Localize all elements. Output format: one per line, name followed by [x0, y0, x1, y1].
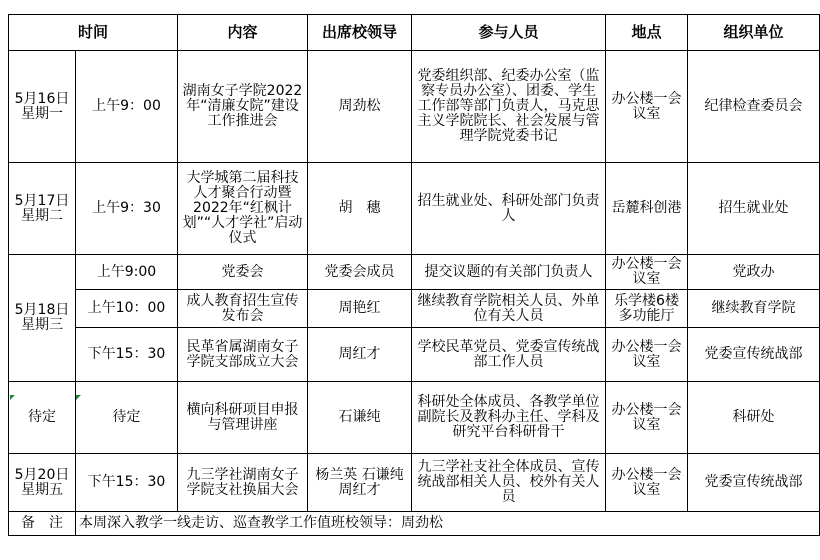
location-cell: 办公楼一会议室 [606, 51, 688, 163]
header-location: 地点 [606, 15, 688, 51]
leader-cell: 党委会成员 [308, 255, 412, 290]
date-cell: 5月20日 星期五 [9, 454, 76, 512]
organizer-cell: 继续教育学院 [688, 290, 820, 328]
location-cell: 办公楼一会议室 [606, 454, 688, 512]
table-row [9, 255, 820, 290]
time-cell: 待定 [76, 382, 178, 454]
note-row [9, 512, 820, 536]
time-cell: 下午15：30 [76, 328, 178, 382]
participants-cell: 党委组织部、纪委办公室（监察专员办公室）、团委、学生工作部等部门负责人，马克思主义学院院长、社会发展与管理学院党委书记 [412, 51, 606, 163]
date-cell: 5月16日 星期一 [9, 51, 76, 163]
participants-cell: 学校民革党员、党委宣传统战部工作人员 [412, 328, 606, 382]
content-cell: 成人教育招生宣传发布会 [178, 290, 308, 328]
note-text: 本周深入教学一线走访、巡查教学工作值班校领导：周劲松 [76, 512, 820, 536]
leader-cell: 周劲松 [308, 51, 412, 163]
leader-cell: 周艳红 [308, 290, 412, 328]
participants-cell: 九三学社支社全体成员、宣传统战部相关人员、校外有关人员 [412, 454, 606, 512]
cell-comment-marker-icon [76, 395, 81, 400]
content-cell: 党委会 [178, 255, 308, 290]
date-cell: 5月18日 星期三 [9, 255, 76, 382]
organizer-cell: 科研处 [688, 382, 820, 454]
table-row [9, 290, 820, 328]
organizer-cell: 党委宣传统战部 [688, 454, 820, 512]
location-cell: 岳麓科创港 [606, 163, 688, 255]
location-cell: 办公楼一会议室 [606, 328, 688, 382]
location-cell: 办公楼一会议室 [606, 382, 688, 454]
header-row [9, 15, 820, 51]
leader-cell: 石谦纯 [308, 382, 412, 454]
time-cell: 上午9：30 [76, 163, 178, 255]
leader-cell: 胡 穗 [308, 163, 412, 255]
participants-cell: 继续教育学院相关人员、外单位有关人员 [412, 290, 606, 328]
participants-cell: 招生就业处、科研处部门负责人 [412, 163, 606, 255]
organizer-cell: 党政办 [688, 255, 820, 290]
table-row [9, 51, 820, 163]
time-cell: 上午10：00 [76, 290, 178, 328]
date-cell: 待定 [9, 382, 76, 454]
time-cell: 上午9：00 [76, 51, 178, 163]
weekly-schedule-table [8, 14, 820, 536]
table-row [9, 328, 820, 382]
time-cell: 上午9:00 [76, 255, 178, 290]
table-row [9, 382, 820, 454]
header-content: 内容 [178, 15, 308, 51]
time-cell: 下午15：30 [76, 454, 178, 512]
location-cell: 乐学楼6楼多功能厅 [606, 290, 688, 328]
cell-comment-marker-icon [10, 395, 15, 400]
header-time: 时间 [9, 15, 178, 51]
organizer-cell: 纪律检查委员会 [688, 51, 820, 163]
content-cell: 横向科研项目申报与管理讲座 [178, 382, 308, 454]
content-cell: 九三学社湖南女子学院支社换届大会 [178, 454, 308, 512]
note-label: 备 注 [9, 512, 76, 536]
content-cell: 民革省属湖南女子学院支部成立大会 [178, 328, 308, 382]
organizer-cell: 招生就业处 [688, 163, 820, 255]
participants-cell: 提交议题的有关部门负责人 [412, 255, 606, 290]
table-row [9, 454, 820, 512]
header-participants: 参与人员 [412, 15, 606, 51]
participants-cell: 科研处全体成员、各教学单位副院长及教科办主任、学科及研究平台科研骨干 [412, 382, 606, 454]
leader-cell: 周红才 [308, 328, 412, 382]
header-leader: 出席校领导 [308, 15, 412, 51]
content-cell: 大学城第二届科技人才聚合行动暨2022年“红枫计划”“人才学社”启动仪式 [178, 163, 308, 255]
date-cell: 5月17日 星期二 [9, 163, 76, 255]
table-row [9, 163, 820, 255]
location-cell: 办公楼一会议室 [606, 255, 688, 290]
leader-cell: 杨兰英 石谦纯 周红才 [308, 454, 412, 512]
header-organizer: 组织单位 [688, 15, 820, 51]
content-cell: 湖南女子学院2022年“清廉女院”建设工作推进会 [178, 51, 308, 163]
organizer-cell: 党委宣传统战部 [688, 328, 820, 382]
